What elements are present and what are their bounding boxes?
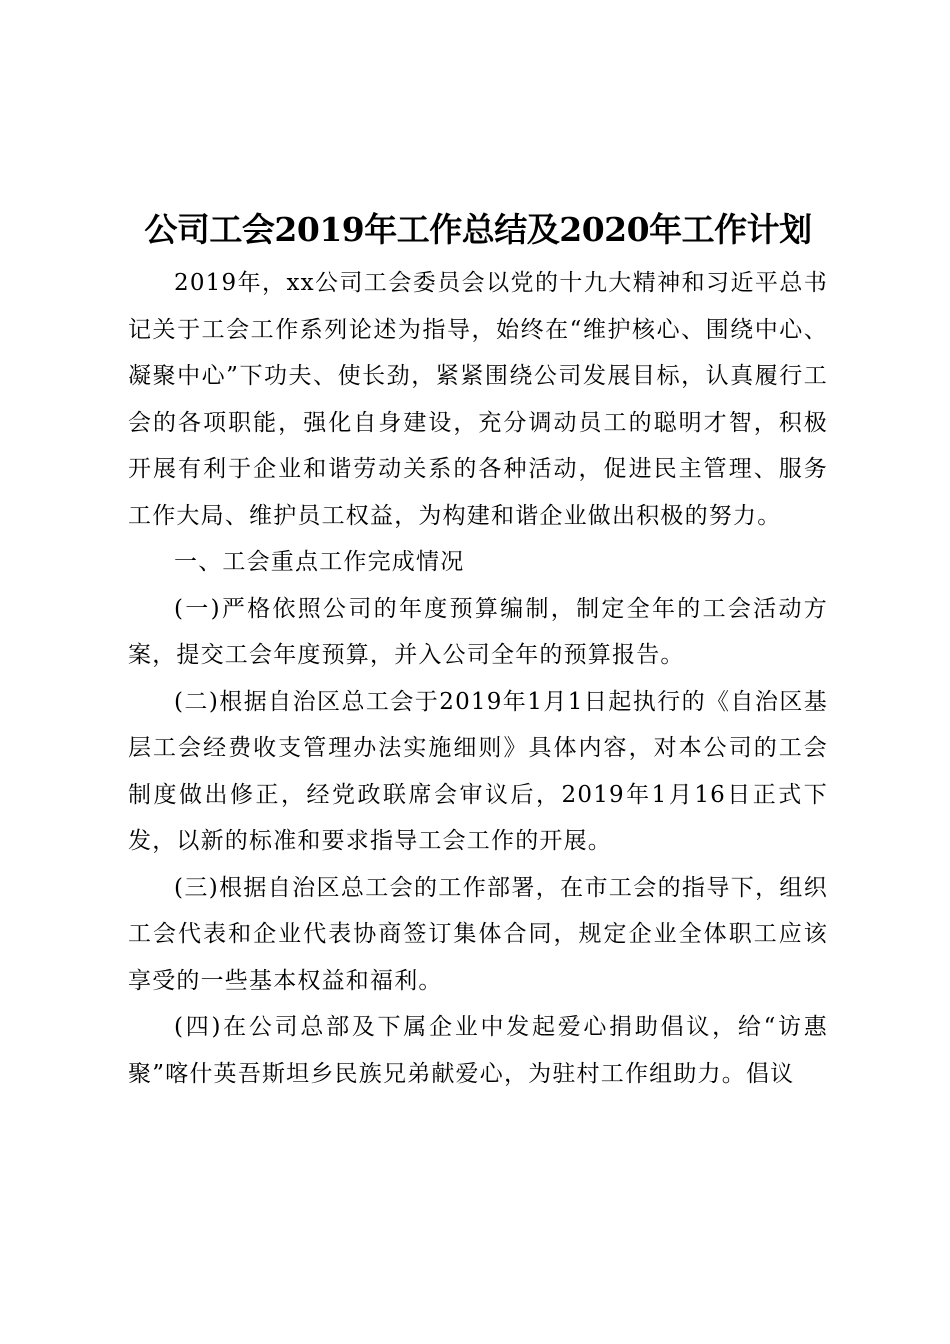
document-title: 公司工会2019年工作总结及2020年工作计划 [144, 210, 812, 249]
item-paragraph-3: (三)根据自治区总工会的工作部署，在市工会的指导下，组织工会代表和企业代表协商签订集体合同，规定企业全体职工应该享受的一些基本权益和福利。 [128, 874, 828, 994]
item-paragraph-2: (二)根据自治区总工会于2019年1月1日起执行的《自治区基层工会经费收支管理办法实施细则》具体内容，对本公司的工会制度做出修正，经党政联席会审议后，2019年1月16日正式下发，以新的标准和要求指导工会工作的开展。 [128, 688, 828, 854]
document-body [128, 200, 828, 1097]
item-paragraph-4: (四)在公司总部及下属企业中发起爱心捐助倡议，给“访惠聚”喀什英吾斯坦乡民族兄弟献爱心，为驻村工作组助力。倡议 [128, 1014, 828, 1087]
intro-paragraph: 2019年，xx公司工会委员会以党的十九大精神和习近平总书记关于工会工作系列论述为指导，始终在“维护核心、围绕中心、凝聚中心”下功夫、使长劲，紧紧围绕公司发展目标，认真履行工会的各项职能，强化自身建设，充分调动员工的聪明才智，积极开展有利于企业和谐劳动关系的各种活动，促进民主管理、服务工作大局、维护员工权益，为构建和谐企业做出积极的努力。 [128, 270, 828, 529]
section-heading: 一、工会重点工作完成情况 [174, 549, 465, 575]
item-paragraph-1: (一)严格依照公司的年度预算编制，制定全年的工会活动方案，提交工会年度预算，并入公司全年的预算报告。 [128, 595, 828, 668]
